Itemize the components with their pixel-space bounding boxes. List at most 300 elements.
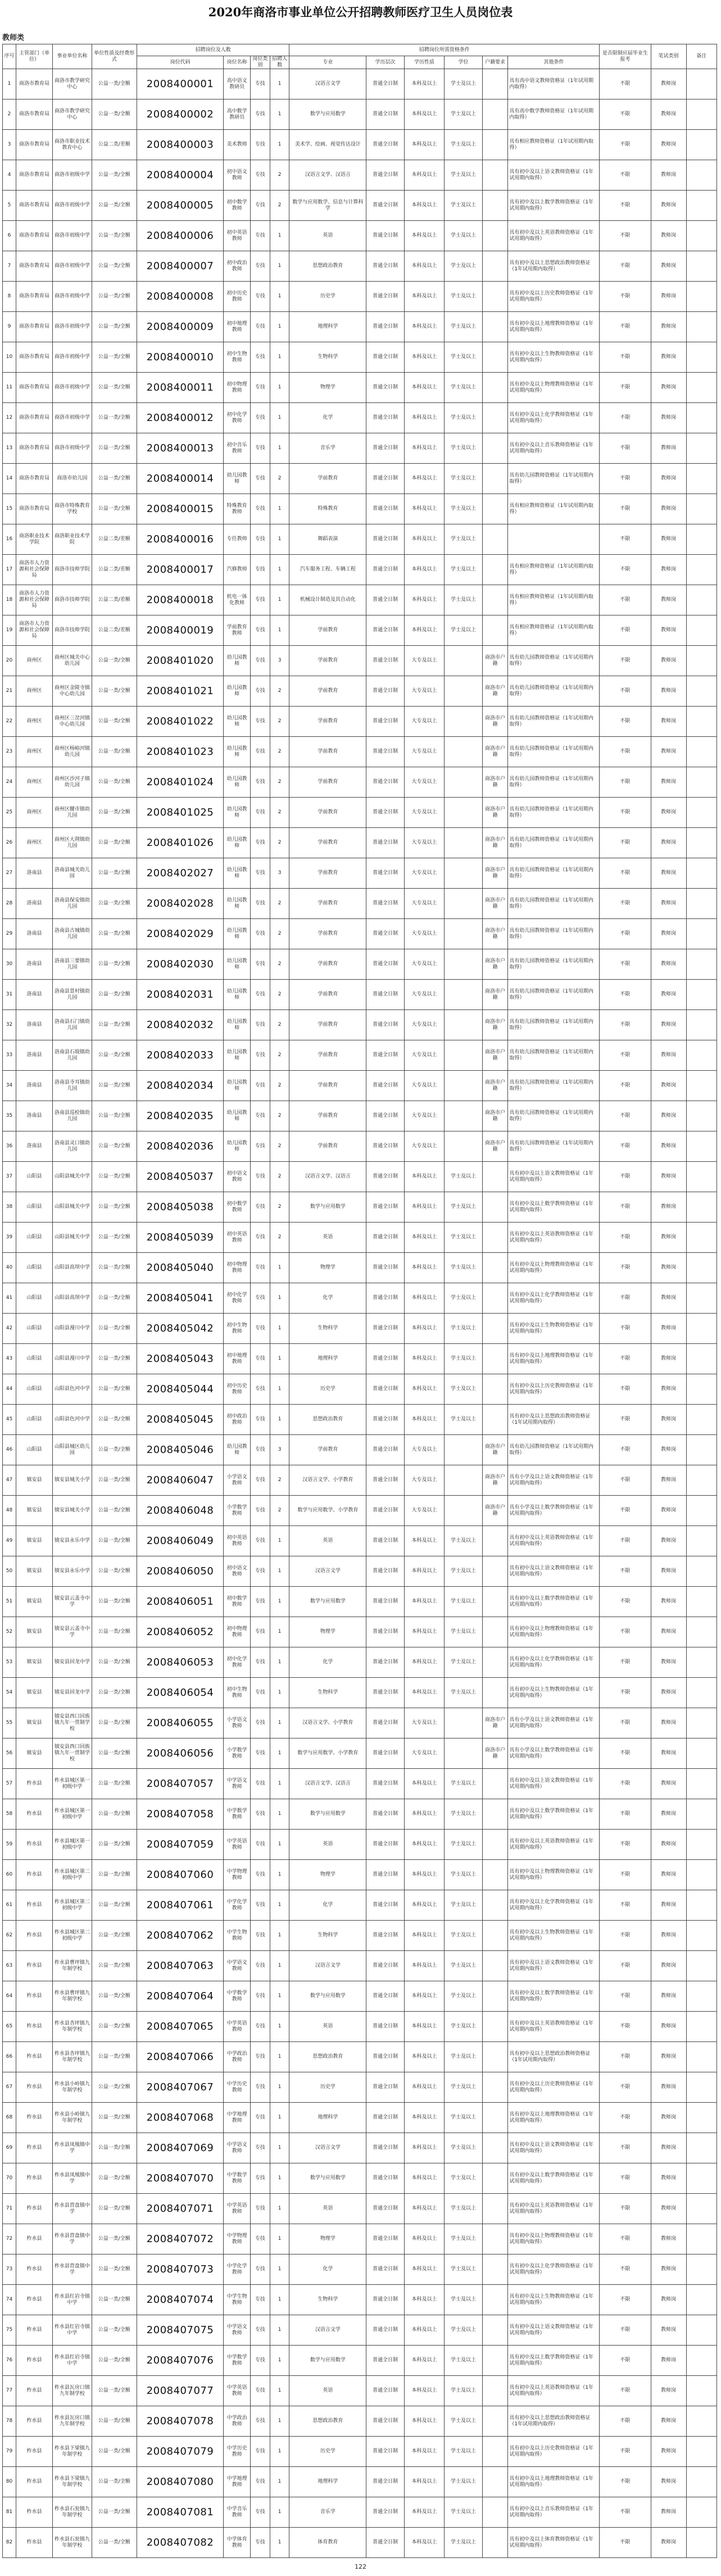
table-cell: 柞水县城区第二初级中学 <box>53 1890 92 1921</box>
table-cell: 公益一类/全额 <box>92 1071 137 1101</box>
table-cell: 初中数学教师 <box>224 1192 251 1223</box>
table-cell: 初中物理教师 <box>224 1617 251 1647</box>
table-cell: 32 <box>3 1010 16 1040</box>
table-cell: 学士及以上 <box>445 1890 482 1921</box>
table-cell <box>482 1162 508 1192</box>
table-cell: 教师岗 <box>651 373 686 403</box>
table-cell: 初中英语教师 <box>224 221 251 251</box>
table-cell: 公益一类/全额 <box>92 2194 137 2224</box>
table-row <box>3 1678 717 1708</box>
table-cell: 普通全日制 <box>366 2194 404 2224</box>
table-cell: 专技 <box>250 858 270 889</box>
table-cell: 专技 <box>250 1921 270 1951</box>
table-cell <box>686 282 717 312</box>
table-cell: 专技 <box>250 555 270 585</box>
table-cell: 具有初中及以上地理教师资格证（1年试用期内取得） <box>508 312 600 342</box>
table-cell: 舞蹈表演 <box>289 524 366 555</box>
table-cell: 2008400014 <box>137 464 223 494</box>
table-cell: 柞水县凤凰镇中学 <box>53 2163 92 2194</box>
table-cell: 洛南县三要镇幼儿园 <box>53 949 92 980</box>
table-row <box>3 555 717 585</box>
table-cell: 具有初中及以上生物教师资格证（1年试用期内取得） <box>508 1921 600 1951</box>
table-cell <box>686 707 717 737</box>
table-cell: 2008400001 <box>137 69 223 99</box>
table-row <box>3 2163 717 2194</box>
table-row <box>3 1921 717 1951</box>
col-header: 户籍要求 <box>482 56 508 69</box>
table-cell: 学前教育 <box>289 980 366 1010</box>
table-cell: 山阳县色河中学 <box>53 1374 92 1405</box>
table-cell <box>482 1617 508 1647</box>
table-cell: 本科及以上 <box>404 2012 445 2042</box>
table-cell: 学士及以上 <box>445 2163 482 2194</box>
table-cell: 不限 <box>600 828 651 858</box>
table-cell: 不限 <box>600 403 651 433</box>
table-cell: 大专及以上 <box>404 737 445 767</box>
table-cell: 教师岗 <box>651 2528 686 2558</box>
table-row <box>3 2346 717 2376</box>
table-cell: 不限 <box>600 980 651 1010</box>
table-cell: 1 <box>270 2315 289 2346</box>
table-cell: 大专及以上 <box>404 1071 445 1101</box>
table-row <box>3 1405 717 1435</box>
table-cell: 商洛市教育局 <box>16 433 52 464</box>
table-cell: 大专及以上 <box>404 707 445 737</box>
table-cell: 思想政治教育 <box>289 2406 366 2437</box>
table-cell: 普通全日制 <box>366 1769 404 1799</box>
table-cell <box>686 1617 717 1647</box>
table-cell: 公益一类/全额 <box>92 2467 137 2497</box>
table-cell: 普通全日制 <box>366 1617 404 1647</box>
table-cell: 中学语文教师 <box>224 2133 251 2163</box>
table-cell: 商洛市户籍 <box>482 1708 508 1739</box>
table-cell <box>482 342 508 373</box>
table-cell: 专技 <box>250 1860 270 1890</box>
table-cell: 柞水县 <box>16 2012 52 2042</box>
positions-table <box>2 44 717 2558</box>
table-row <box>3 858 717 889</box>
table-cell: 2 <box>270 737 289 767</box>
table-cell: 具有幼儿园教师资格证（1年试用期内取得） <box>508 1010 600 1040</box>
table-cell: 学士及以上 <box>445 130 482 160</box>
table-cell <box>686 1465 717 1496</box>
table-cell <box>686 1799 717 1830</box>
table-cell: 专技 <box>250 191 270 221</box>
table-cell: 普通全日制 <box>366 282 404 312</box>
table-cell: 80 <box>3 2467 16 2497</box>
table-cell: 公益一类/全额 <box>92 1708 137 1739</box>
table-cell <box>686 251 717 282</box>
table-cell: 2008400002 <box>137 99 223 130</box>
table-cell: 大专及以上 <box>404 1739 445 1769</box>
table-row <box>3 1223 717 1253</box>
table-cell: 公益一类/全额 <box>92 464 137 494</box>
table-row <box>3 1830 717 1860</box>
table-cell: 本科及以上 <box>404 312 445 342</box>
table-cell: 不限 <box>600 282 651 312</box>
table-cell: 本科及以上 <box>404 433 445 464</box>
table-cell <box>445 1435 482 1465</box>
table-cell: 山阳县城关中学 <box>53 1223 92 1253</box>
table-cell: 具有初中及以上化学教师资格证（1年试用期内取得） <box>508 1283 600 1314</box>
table-cell <box>686 980 717 1010</box>
table-cell: 2008400007 <box>137 251 223 282</box>
table-cell: 商洛市教育局 <box>16 282 52 312</box>
table-cell: 商洛市教育局 <box>16 160 52 191</box>
table-cell: 初中政治教师 <box>224 1405 251 1435</box>
table-cell: 学前教育 <box>289 1010 366 1040</box>
table-cell: 公益一类/全额 <box>92 1374 137 1405</box>
table-cell: 12 <box>3 403 16 433</box>
table-cell: 镇安县永乐中学 <box>53 1526 92 1556</box>
table-cell <box>482 2133 508 2163</box>
table-cell: 初中语文教师 <box>224 160 251 191</box>
table-cell: 本科及以上 <box>404 2437 445 2467</box>
table-cell: 历史学 <box>289 1374 366 1405</box>
table-cell: 数学与应用数学、小学教育 <box>289 1739 366 1769</box>
table-cell: 洛南县城关幼儿园 <box>53 858 92 889</box>
table-cell: 专技 <box>250 615 270 646</box>
table-cell: 具有初中及以上语文教师资格证（1年试用期内取得） <box>508 2315 600 2346</box>
table-cell: 教师岗 <box>651 858 686 889</box>
table-cell: 普通全日制 <box>366 2497 404 2528</box>
table-cell: 大专及以上 <box>404 676 445 707</box>
table-cell <box>482 1769 508 1799</box>
table-cell: 普通全日制 <box>366 191 404 221</box>
table-row <box>3 191 717 221</box>
table-cell: 柞水县营盘镇中学 <box>53 2224 92 2254</box>
table-row <box>3 707 717 737</box>
table-cell: 73 <box>3 2254 16 2285</box>
table-cell <box>482 1283 508 1314</box>
table-cell: 商洛市教学研究中心 <box>53 69 92 99</box>
table-cell: 普通全日制 <box>366 1435 404 1465</box>
table-cell: 1 <box>270 251 289 282</box>
table-cell: 81 <box>3 2497 16 2528</box>
table-cell: 35 <box>3 1101 16 1131</box>
table-cell <box>686 1253 717 1283</box>
table-cell: 初中英语教师 <box>224 1223 251 1253</box>
table-cell: 1 <box>270 130 289 160</box>
table-cell: 52 <box>3 1617 16 1647</box>
table-cell: 公益一类/全额 <box>92 1040 137 1071</box>
table-cell: 2008407067 <box>137 2072 223 2103</box>
table-cell: 6 <box>3 221 16 251</box>
table-cell: 具有初中及以上地理教师资格证（1年试用期内取得） <box>508 2467 600 2497</box>
table-cell: 具有初中及以上物理教师资格证（1年试用期内取得） <box>508 373 600 403</box>
table-cell: 2008405043 <box>137 1344 223 1374</box>
table-cell: 幼儿园教师 <box>224 737 251 767</box>
table-cell: 2008400006 <box>137 221 223 251</box>
table-cell: 不限 <box>600 1374 651 1405</box>
table-cell: 31 <box>3 980 16 1010</box>
table-cell: 初中地理教师 <box>224 312 251 342</box>
table-cell: 本科及以上 <box>404 2528 445 2558</box>
table-cell: 学士及以上 <box>445 1405 482 1435</box>
table-cell: 商洛市教育局 <box>16 464 52 494</box>
table-cell: 不限 <box>600 1951 651 1981</box>
table-cell: 初中音乐教师 <box>224 433 251 464</box>
table-row <box>3 1283 717 1314</box>
table-cell: 普通全日制 <box>366 433 404 464</box>
table-cell: 教师岗 <box>651 191 686 221</box>
table-cell: 英语 <box>289 2194 366 2224</box>
table-row <box>3 342 717 373</box>
table-cell: 镇安县 <box>16 1617 52 1647</box>
table-cell: 学士及以上 <box>445 2406 482 2437</box>
table-cell: 专技 <box>250 1131 270 1162</box>
table-cell: 商洛市初级中学 <box>53 312 92 342</box>
table-cell: 具有初中及以上数学教师资格证（1年试用期内取得） <box>508 1981 600 2012</box>
table-cell: 不限 <box>600 585 651 615</box>
table-cell: 学士及以上 <box>445 2437 482 2467</box>
col-header: 岗位类别 <box>250 56 270 69</box>
table-cell: 汉语言文学 <box>289 69 366 99</box>
table-cell: 普通全日制 <box>366 373 404 403</box>
table-cell: 本科及以上 <box>404 1283 445 1314</box>
table-cell <box>482 1981 508 2012</box>
table-cell: 专技 <box>250 919 270 949</box>
table-cell: 学前教育 <box>289 737 366 767</box>
table-cell: 2008407081 <box>137 2497 223 2528</box>
table-cell: 不限 <box>600 2133 651 2163</box>
table-cell: 幼儿园教师 <box>224 828 251 858</box>
table-cell: 柞水县营盘镇中学 <box>53 2254 92 2285</box>
table-cell: 2 <box>270 464 289 494</box>
table-cell: 商洛市特殊教育学校 <box>53 494 92 524</box>
table-cell: 不限 <box>600 1223 651 1253</box>
table-cell: 专技 <box>250 1799 270 1830</box>
table-cell <box>482 2497 508 2528</box>
table-cell: 普通全日制 <box>366 524 404 555</box>
table-cell: 具有幼儿园教师资格证（1年试用期内取得） <box>508 1435 600 1465</box>
table-cell: 汉语言文学、汉语言 <box>289 1769 366 1799</box>
table-cell: 公益一类/全额 <box>92 1739 137 1769</box>
table-cell: 学士及以上 <box>445 2376 482 2406</box>
table-cell: 商洛市户籍 <box>482 1739 508 1769</box>
table-cell: 1 <box>270 373 289 403</box>
table-cell: 具有初中及以上历史教师资格证（1年试用期内取得） <box>508 1374 600 1405</box>
table-row <box>3 1465 717 1496</box>
table-cell: 教师岗 <box>651 676 686 707</box>
table-cell: 普通全日制 <box>366 130 404 160</box>
table-row <box>3 2467 717 2497</box>
table-cell: 公益一类/全额 <box>92 2254 137 2285</box>
table-cell: 幼儿园教师 <box>224 919 251 949</box>
table-cell: 学前教育 <box>289 1435 366 1465</box>
table-row <box>3 2194 717 2224</box>
table-cell <box>686 1101 717 1131</box>
table-cell: 教师岗 <box>651 798 686 828</box>
table-cell: 普通全日制 <box>366 1496 404 1526</box>
table-row <box>3 1131 717 1162</box>
section-label: 教师类 <box>2 34 25 42</box>
table-cell: 3 <box>270 646 289 676</box>
table-cell <box>686 1344 717 1374</box>
table-cell: 1 <box>270 2012 289 2042</box>
table-cell <box>686 1040 717 1071</box>
table-cell: 教师岗 <box>651 2346 686 2376</box>
table-cell: 2008405037 <box>137 1162 223 1192</box>
table-cell: 不限 <box>600 1587 651 1617</box>
table-cell: 专技 <box>250 2285 270 2315</box>
table-cell: 普通全日制 <box>366 1860 404 1890</box>
table-row <box>3 251 717 282</box>
table-cell: 柞水县城区第二初级中学 <box>53 1921 92 1951</box>
table-cell: 公益二类/差额 <box>92 555 137 585</box>
table-cell: 具有幼儿园教师资格证（1年试用期内取得） <box>508 980 600 1010</box>
table-cell <box>686 69 717 99</box>
table-cell <box>482 191 508 221</box>
table-cell: 大专及以上 <box>404 1708 445 1739</box>
table-cell: 生物科学 <box>289 1678 366 1708</box>
table-cell: 本科及以上 <box>404 373 445 403</box>
table-cell: 28 <box>3 889 16 919</box>
table-cell: 普通全日制 <box>366 69 404 99</box>
table-cell: 教师岗 <box>651 585 686 615</box>
table-cell: 本科及以上 <box>404 2042 445 2072</box>
table-cell: 2 <box>270 980 289 1010</box>
table-cell: 商洛市户籍 <box>482 919 508 949</box>
table-cell: 普通全日制 <box>366 1283 404 1314</box>
table-cell: 本科及以上 <box>404 524 445 555</box>
table-cell: 教师岗 <box>651 312 686 342</box>
table-cell: 公益一类/全额 <box>92 191 137 221</box>
table-cell <box>482 615 508 646</box>
table-cell: 幼儿园教师 <box>224 798 251 828</box>
table-cell: 山阳县 <box>16 1435 52 1465</box>
table-cell: 具有幼儿园教师资格证（1年试用期内取得） <box>508 889 600 919</box>
table-cell: 61 <box>3 1890 16 1921</box>
table-cell: 专技 <box>250 1374 270 1405</box>
table-cell: 学士及以上 <box>445 2285 482 2315</box>
table-cell: 2008407070 <box>137 2163 223 2194</box>
table-cell: 教师岗 <box>651 1344 686 1374</box>
table-cell <box>482 1647 508 1678</box>
table-cell: 幼儿园教师 <box>224 1071 251 1101</box>
table-cell: 商州区沙河子镇幼儿园 <box>53 767 92 798</box>
table-cell: 汉语言文学 <box>289 2315 366 2346</box>
table-cell: 专技 <box>250 676 270 707</box>
table-cell: 不限 <box>600 1647 651 1678</box>
table-cell <box>686 1071 717 1101</box>
table-cell: 公益一类/全额 <box>92 221 137 251</box>
table-cell: 普通全日制 <box>366 2072 404 2103</box>
table-cell: 思想政治教育 <box>289 2042 366 2072</box>
table-cell: 商洛市教育局 <box>16 373 52 403</box>
table-cell: 教师岗 <box>651 1921 686 1951</box>
table-cell: 公益一类/全额 <box>92 1921 137 1951</box>
table-cell: 2008407061 <box>137 1890 223 1921</box>
table-cell <box>482 524 508 555</box>
table-cell <box>686 949 717 980</box>
table-cell: 公益一类/全额 <box>92 2224 137 2254</box>
table-cell: 专技 <box>250 130 270 160</box>
table-cell <box>686 2376 717 2406</box>
table-cell: 教师岗 <box>651 130 686 160</box>
table-cell <box>482 99 508 130</box>
table-row <box>3 2285 717 2315</box>
table-cell: 1 <box>270 99 289 130</box>
table-cell: 洛南县 <box>16 949 52 980</box>
table-cell: 柞水县石瓮镇九年制学校 <box>53 2497 92 2528</box>
table-cell: 教师岗 <box>651 2406 686 2437</box>
table-cell: 学前教育 <box>289 1071 366 1101</box>
table-cell: 商洛市户籍 <box>482 1435 508 1465</box>
table-cell <box>686 1921 717 1951</box>
table-cell: 不限 <box>600 2528 651 2558</box>
table-cell: 教师岗 <box>651 2467 686 2497</box>
table-cell: 学士及以上 <box>445 403 482 433</box>
col-header: 学位 <box>445 56 482 69</box>
table-cell: 具有初中及以上化学教师资格证（1年试用期内取得） <box>508 1890 600 1921</box>
table-cell: 洛南县 <box>16 1010 52 1040</box>
table-cell <box>686 191 717 221</box>
table-cell: 公益二类/差额 <box>92 585 137 615</box>
table-cell <box>686 312 717 342</box>
table-cell: 不限 <box>600 130 651 160</box>
table-cell <box>482 2376 508 2406</box>
table-cell: 2008406048 <box>137 1496 223 1526</box>
table-cell: 学士及以上 <box>445 1192 482 1223</box>
table-cell: 公益一类/全额 <box>92 767 137 798</box>
table-cell: 2008406054 <box>137 1678 223 1708</box>
table-cell: 专技 <box>250 2497 270 2528</box>
table-cell: 不限 <box>600 1981 651 2012</box>
table-cell: 不限 <box>600 676 651 707</box>
table-cell: 学前教育 <box>289 1101 366 1131</box>
table-cell: 学士及以上 <box>445 282 482 312</box>
table-cell: 专技 <box>250 1617 270 1647</box>
col-header: 招聘人数 <box>270 56 289 69</box>
table-cell: 柞水县杏坪镇九年制学校 <box>53 2012 92 2042</box>
table-cell: 本科及以上 <box>404 1678 445 1708</box>
table-cell: 幼儿园教师 <box>224 858 251 889</box>
table-cell: 柞水县 <box>16 1769 52 1799</box>
table-cell: 1 <box>270 1314 289 1344</box>
table-cell: 本科及以上 <box>404 2406 445 2437</box>
table-cell: 学士及以上 <box>445 433 482 464</box>
table-cell: 柞水县 <box>16 2406 52 2437</box>
table-cell: 英语 <box>289 1526 366 1556</box>
table-cell: 公益一类/全额 <box>92 282 137 312</box>
table-cell: 不限 <box>600 707 651 737</box>
table-cell: 不限 <box>600 646 651 676</box>
table-cell: 中学化学教师 <box>224 2254 251 2285</box>
table-cell: 专技 <box>250 69 270 99</box>
table-cell: 教师岗 <box>651 2254 686 2285</box>
table-cell: 公益一类/全额 <box>92 1465 137 1496</box>
table-cell: 高中语文教研员 <box>224 69 251 99</box>
table-cell: 教师岗 <box>651 1890 686 1921</box>
table-row <box>3 676 717 707</box>
table-cell: 教师岗 <box>651 615 686 646</box>
table-cell: 专技 <box>250 2376 270 2406</box>
table-cell: 商洛市教育局 <box>16 69 52 99</box>
table-row <box>3 1314 717 1344</box>
table-cell: 教师岗 <box>651 1647 686 1678</box>
col-header: 主管部门（单位） <box>16 44 52 69</box>
table-cell: 74 <box>3 2285 16 2315</box>
table-cell: 具有小学及以上语文教师资格证（1年试用期内取得） <box>508 1465 600 1496</box>
table-cell: 公益一类/全额 <box>92 1192 137 1223</box>
table-cell <box>482 2406 508 2437</box>
table-cell: 2008407079 <box>137 2437 223 2467</box>
table-cell: 2008402034 <box>137 1071 223 1101</box>
table-cell: 普通全日制 <box>366 494 404 524</box>
table-cell: 教师岗 <box>651 1830 686 1860</box>
table-cell: 公益一类/全额 <box>92 2285 137 2315</box>
